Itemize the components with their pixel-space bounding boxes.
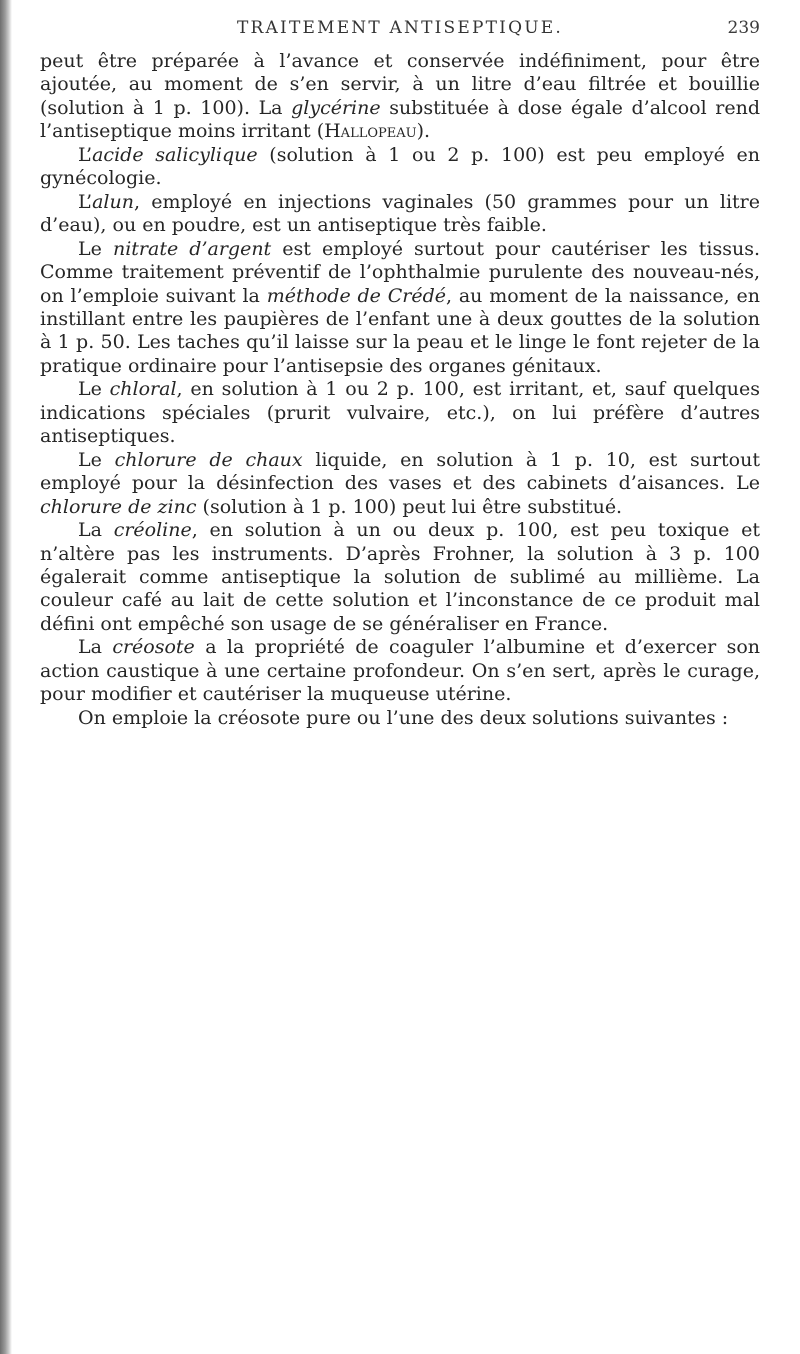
paragraph bbox=[40, 636, 760, 706]
text-run: Le bbox=[78, 448, 115, 471]
italic-term: acide salicylique bbox=[92, 143, 258, 166]
paragraph bbox=[40, 449, 760, 519]
text-run: (solution à 1 p. 100) peut lui être substitué. bbox=[196, 495, 623, 518]
italic-term: chlorure de zinc bbox=[40, 495, 197, 518]
text-run: La bbox=[78, 519, 114, 542]
text-run: (solution à 1 ou 2 p. 100) est peu employé en gynécologie. bbox=[40, 143, 760, 190]
italic-term: nitrate d’argent bbox=[112, 237, 272, 260]
text-run: , au moment de la naissance, en instillant entre les paupières de l’enfant une à deux gouttes de la solution à 1 p. 50. Les taches qu’il laisse sur la peau et le linge le font rejeter de la pratique ordinaire pour l’antisepsie des organes génitaux. bbox=[40, 284, 760, 377]
paragraph bbox=[40, 378, 760, 448]
paragraph bbox=[40, 707, 760, 730]
italic-term: chlorure de chaux bbox=[114, 448, 303, 471]
text-run: ). bbox=[416, 120, 431, 143]
text-run: On emploie la créosote pure ou l’une des deux solutions suivantes : bbox=[78, 706, 729, 729]
running-title: TRAITEMENT ANTISEPTIQUE. bbox=[237, 18, 563, 38]
text-run: Le bbox=[78, 237, 113, 260]
paragraph bbox=[40, 519, 760, 636]
text-run: est employé surtout pour cautériser les tissus. Comme traitement préventif de l’ophthalmie purulente des nouveau-nés, on l’emploie suivant la bbox=[40, 237, 760, 307]
body-text bbox=[40, 50, 760, 730]
text-run: L’ bbox=[78, 190, 93, 213]
italic-term: glycérine bbox=[291, 96, 381, 119]
page-number: 239 bbox=[727, 18, 760, 38]
text-run: liquide, en solution à 1 p. 10, est surtout employé pour la désinfection des vases et des cabinets d’aisances. Le bbox=[40, 448, 760, 495]
text-run: peut être préparée à l’avance et conservée indéfiniment, pour être ajoutée, au moment de s’en servir, à un litre d’eau filtrée et bouillie (solution à 1 p. 100). La bbox=[40, 50, 760, 119]
author-name: Hallopeau bbox=[324, 120, 417, 143]
text-run: Le bbox=[78, 378, 110, 401]
page-binding-edge bbox=[0, 0, 12, 1354]
text-run: substituée à dose égale d’alcool rend l’antiseptique moins irritant ( bbox=[40, 96, 761, 143]
paragraph bbox=[40, 144, 760, 191]
text-run: , en solution à un ou deux p. 100, est peu toxique et n’altère pas les instruments. D’après Frohner, la solution à 3 p. 100 égalerait comme antiseptique la solution de sublimé au millième. La couleur café au lait de cette solution et l’inconstance de ce produit mal défini ont empêché son usage de se généraliser en France. bbox=[40, 519, 760, 635]
text-run: L’ bbox=[78, 143, 93, 166]
paragraph bbox=[40, 50, 760, 144]
text-run: , employé en injections vaginales (50 grammes pour un litre d’eau), ou en poudre, est un antiseptique très faible. bbox=[40, 190, 760, 237]
italic-term: alun bbox=[92, 190, 134, 213]
italic-term: créosote bbox=[112, 636, 195, 659]
book-page bbox=[40, 0, 760, 730]
paragraph bbox=[40, 191, 760, 238]
paragraph bbox=[40, 238, 760, 379]
page-header bbox=[40, 0, 760, 48]
text-run: a la propriété de coaguler l’albumine et d’exercer son action caustique à une certaine profondeur. On s’en sert, après le curage, pour modifier et cautériser la muqueuse utérine. bbox=[40, 636, 760, 706]
italic-term: méthode de Crédé bbox=[266, 284, 446, 307]
italic-term: chloral bbox=[109, 378, 177, 401]
italic-term: créoline bbox=[113, 519, 192, 542]
text-run: , en solution à 1 ou 2 p. 100, est irritant, et, sauf quelques indications spéciales (prurit vulvaire, etc.), on lui préfère d’autres antiseptiques. bbox=[40, 378, 760, 448]
text-run: La bbox=[78, 636, 113, 659]
